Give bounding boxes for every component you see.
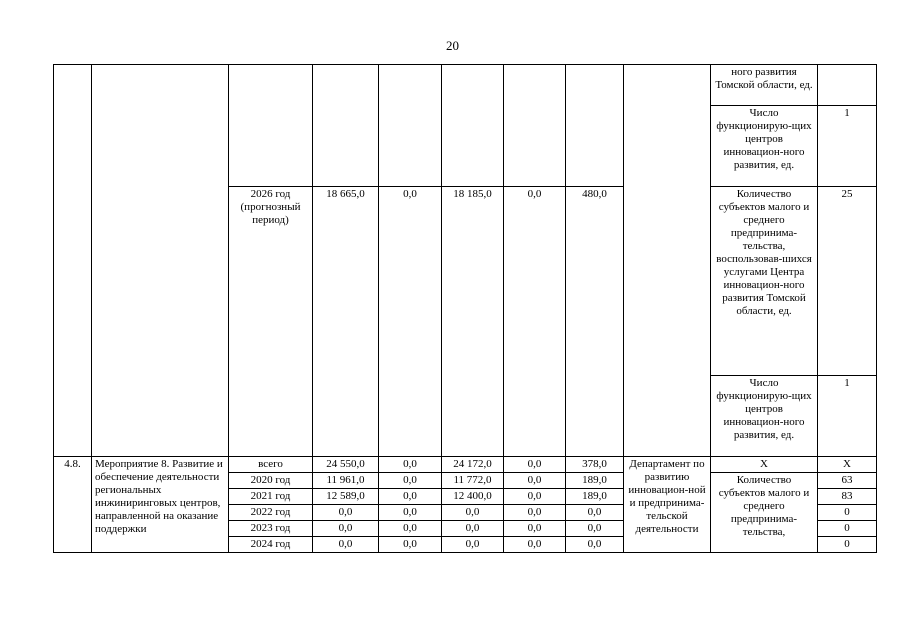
loc-cell: 0,0 <box>504 521 566 537</box>
executor-cell: Департамент по развитию инновацион-ной и предпринима-тельской деятельности <box>624 457 711 553</box>
table-row <box>54 65 877 106</box>
reg-cell: 0,0 <box>442 505 504 521</box>
indicator-value: 0 <box>818 537 877 553</box>
year-cell: 2026 год (прогнозный период) <box>229 187 313 457</box>
fed-cell: 0,0 <box>379 521 442 537</box>
indicator-value: 25 <box>818 187 877 376</box>
total-cell: 12 589,0 <box>313 489 379 505</box>
indicator-value: 1 <box>818 106 877 187</box>
cell-empty <box>92 65 229 457</box>
year-cell: всего <box>229 457 313 473</box>
fed-cell: 0,0 <box>379 457 442 473</box>
indicator-value: Х <box>818 457 877 473</box>
year-cell: 2023 год <box>229 521 313 537</box>
indicator-cell: Количество субъектов малого и среднего предпринима-тельства, <box>711 473 818 553</box>
cell-empty <box>442 65 504 187</box>
indicator-cell: ного развития Томской области, ед. <box>711 65 818 106</box>
indicator-cell: Х <box>711 457 818 473</box>
cell-empty <box>624 65 711 457</box>
reg-cell: 11 772,0 <box>442 473 504 489</box>
cell-empty <box>566 65 624 187</box>
total-cell: 0,0 <box>313 537 379 553</box>
loc-cell: 0,0 <box>504 505 566 521</box>
cell-empty <box>229 65 313 187</box>
indicator-cell: Число функционирую-щих центров инновацион-ного развития, ед. <box>711 106 818 187</box>
reg-cell: 12 400,0 <box>442 489 504 505</box>
ext-cell: 0,0 <box>566 537 624 553</box>
reg-cell: 0,0 <box>442 521 504 537</box>
indicator-value: 83 <box>818 489 877 505</box>
year-cell: 2024 год <box>229 537 313 553</box>
reg-cell: 0,0 <box>442 537 504 553</box>
fed-cell: 0,0 <box>379 489 442 505</box>
budget-table <box>53 64 877 553</box>
indicator-value: 0 <box>818 505 877 521</box>
measure-name: Мероприятие 8. Развитие и обеспечение деятельности региональных инжиниринговых центров, направленной на оказание поддержки <box>92 457 229 553</box>
cell-empty <box>504 65 566 187</box>
ext-cell: 480,0 <box>566 187 624 457</box>
indicator-value: 0 <box>818 521 877 537</box>
cell-empty <box>379 65 442 187</box>
page-number: 20 <box>446 38 459 53</box>
ext-cell: 189,0 <box>566 489 624 505</box>
ext-cell: 189,0 <box>566 473 624 489</box>
loc-cell: 0,0 <box>504 537 566 553</box>
total-cell: 0,0 <box>313 521 379 537</box>
total-cell: 18 665,0 <box>313 187 379 457</box>
ext-cell: 0,0 <box>566 521 624 537</box>
year-cell: 2020 год <box>229 473 313 489</box>
loc-cell: 0,0 <box>504 187 566 457</box>
loc-cell: 0,0 <box>504 473 566 489</box>
reg-cell: 24 172,0 <box>442 457 504 473</box>
total-cell: 11 961,0 <box>313 473 379 489</box>
ext-cell: 0,0 <box>566 505 624 521</box>
indicator-cell: Количество субъектов малого и среднего предпринима-тельства, воспользовав-шихся услугами Центра инновацион-ного развития Томской области, ед. <box>711 187 818 376</box>
indicator-value: 1 <box>818 376 877 457</box>
reg-cell: 18 185,0 <box>442 187 504 457</box>
loc-cell: 0,0 <box>504 489 566 505</box>
cell-empty <box>54 65 92 457</box>
fed-cell: 0,0 <box>379 187 442 457</box>
indicator-cell: Число функционирую-щих центров инновацион-ного развития, ед. <box>711 376 818 457</box>
indicator-value <box>818 65 877 106</box>
loc-cell: 0,0 <box>504 457 566 473</box>
total-cell: 0,0 <box>313 505 379 521</box>
table-row <box>54 457 877 473</box>
measure-number: 4.8. <box>54 457 92 553</box>
fed-cell: 0,0 <box>379 505 442 521</box>
fed-cell: 0,0 <box>379 537 442 553</box>
cell-empty <box>313 65 379 187</box>
year-cell: 2021 год <box>229 489 313 505</box>
ext-cell: 378,0 <box>566 457 624 473</box>
total-cell: 24 550,0 <box>313 457 379 473</box>
year-cell: 2022 год <box>229 505 313 521</box>
indicator-value: 63 <box>818 473 877 489</box>
fed-cell: 0,0 <box>379 473 442 489</box>
